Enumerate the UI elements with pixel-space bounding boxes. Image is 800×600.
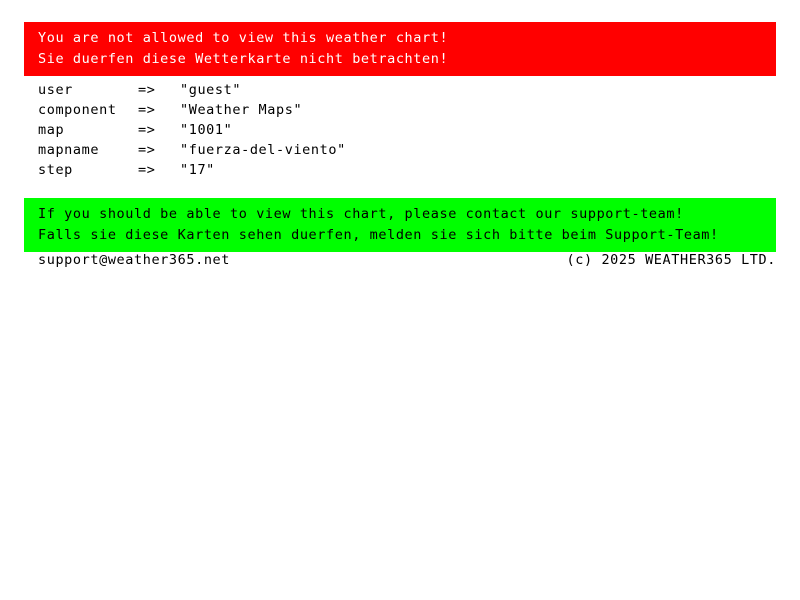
param-value: "fuerza-del-viento" (180, 142, 346, 158)
info-banner-line-de: Falls sie diese Karten sehen duerfen, melden sie sich bitte beim Support-Team! (38, 227, 719, 243)
param-key: user (38, 82, 73, 98)
error-banner (24, 22, 776, 76)
param-value: "17" (180, 162, 215, 178)
info-banner (24, 198, 776, 252)
param-key: step (38, 162, 73, 178)
info-banner-line-en: If you should be able to view this chart, please contact our support-team! (38, 206, 684, 222)
support-email-link[interactable]: support@weather365.net (38, 252, 231, 268)
param-value: "guest" (180, 82, 242, 98)
param-key: map (38, 122, 65, 138)
table-row (38, 80, 346, 100)
table-row (38, 160, 346, 180)
param-arrow: => (138, 102, 156, 118)
param-arrow: => (138, 82, 156, 98)
table-row (38, 120, 346, 140)
param-arrow: => (138, 122, 156, 138)
param-key: component (38, 102, 117, 118)
footer (38, 250, 776, 270)
param-arrow: => (138, 162, 156, 178)
parameter-table (38, 80, 346, 180)
param-key: mapname (38, 142, 100, 158)
param-arrow: => (138, 142, 156, 158)
error-banner-line-de: Sie duerfen diese Wetterkarte nicht betrachten! (38, 51, 449, 67)
copyright-text: (c) 2025 WEATHER365 LTD. (566, 252, 776, 268)
error-banner-line-en: You are not allowed to view this weather chart! (38, 30, 449, 46)
param-value: "Weather Maps" (180, 102, 303, 118)
parameter-list (38, 80, 346, 180)
param-value: "1001" (180, 122, 233, 138)
table-row (38, 100, 346, 120)
table-row (38, 140, 346, 160)
